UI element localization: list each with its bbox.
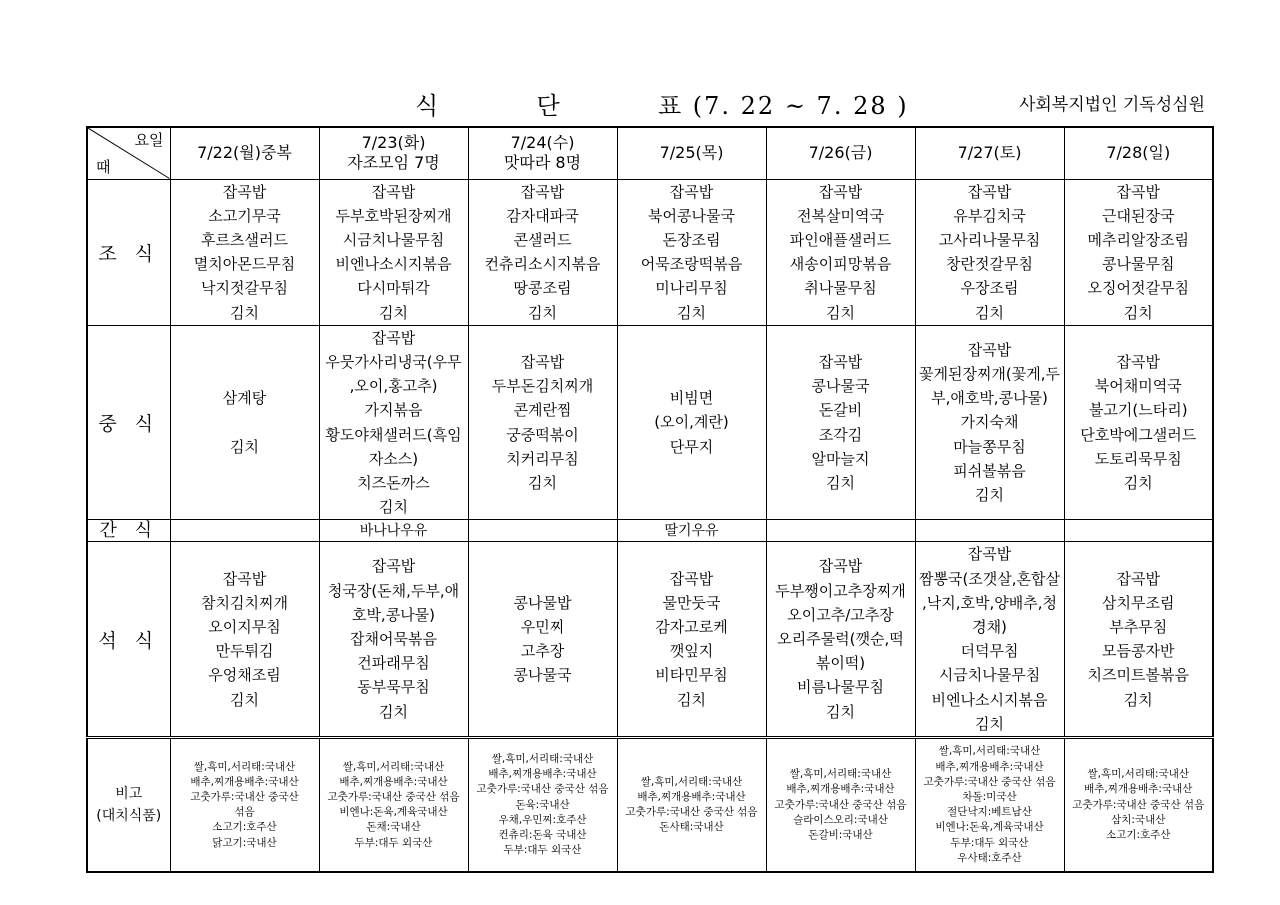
menu-item: 김치 — [379, 498, 408, 517]
menu-item: 김치 — [975, 486, 1004, 505]
breakfast-cell — [468, 179, 617, 325]
menu-item: 잡곡밥 — [967, 340, 1012, 359]
menu-item: 콩나물국 — [811, 377, 870, 396]
menu-item: 비타민무침 — [655, 666, 728, 685]
menu-item: 시금치나물무침 — [938, 666, 1041, 685]
menu-item: 자소스) — [368, 449, 419, 468]
menu-item: 컨츄리:돈육 국내산 — [498, 829, 587, 842]
menu-item: 김치 — [528, 473, 557, 492]
lunch-cell — [915, 325, 1064, 520]
day-header-2: 7/24(수) 맛따라 8명 — [468, 127, 617, 179]
menu-item: 김치 — [826, 303, 855, 322]
menu-item: 김치 — [975, 303, 1004, 322]
dinner-cell — [468, 542, 617, 738]
menu-item: 불고기(느타리) — [1088, 401, 1188, 420]
menu-item: 고춧가루:국내산 중국산 — [190, 791, 299, 804]
day-header-6: 7/28(일) — [1064, 127, 1213, 179]
page-title: 식 단 표 (7. 22 ~ 7. 28 ) — [415, 92, 909, 120]
snack-label: 간 식 — [87, 520, 170, 542]
dinner-cell — [617, 542, 766, 738]
notes-cell — [170, 737, 319, 872]
breakfast-row — [87, 179, 1213, 325]
menu-item: 멸치아몬드무침 — [193, 255, 296, 274]
menu-item: 고춧가루:국내산 중국산 섞음 — [1072, 798, 1205, 811]
corner-meal-label: 때 — [96, 157, 111, 176]
menu-item: 쌀,흑미,서리태:국내산 — [342, 760, 445, 773]
menu-item: 잡곡밥 — [967, 545, 1012, 564]
notes-row — [87, 737, 1213, 872]
menu-item: 섞음 — [234, 806, 255, 819]
menu-item: 배추,찌개용배추:국내산 — [190, 775, 299, 788]
dinner-cell — [1064, 542, 1213, 738]
menu-item: 오징어젓갈무침 — [1087, 279, 1189, 298]
menu-item: 황도야채샐러드(흑임 — [325, 425, 462, 444]
snack-cell — [170, 520, 319, 542]
menu-item: 오리주물럭(깻순,떡 — [777, 630, 904, 649]
menu-item: 잡곡밥 — [371, 557, 416, 576]
menu-item: 김치 — [677, 303, 706, 322]
breakfast-cell — [915, 179, 1064, 325]
menu-item: 궁중떡볶이 — [506, 425, 579, 444]
menu-item: 우장조림 — [960, 279, 1019, 298]
menu-item: 북어채미역국 — [1094, 377, 1182, 396]
menu-item: 고춧가루:국내산 중국산 섞음 — [476, 783, 609, 796]
menu-item: 잡곡밥 — [222, 182, 267, 201]
menu-item: 부추무침 — [1109, 617, 1168, 636]
menu-item: 잡곡밥 — [967, 182, 1012, 201]
corner-day-label: 요일 — [134, 131, 164, 149]
menu-item: 어묵조랑떡볶음 — [640, 255, 743, 274]
menu-item: ,낙지,호박,양배추,청 — [922, 593, 1057, 612]
menu-item: 비엔나소시지볶음 — [335, 255, 452, 274]
menu-item: 두부쨍이고추장찌개 — [775, 581, 906, 600]
menu-item: 쌀,흑미,서리태:국내산 — [491, 753, 594, 765]
lunch-label: 중 식 — [87, 325, 170, 520]
header-row — [87, 127, 1213, 179]
menu-item: 모듬콩자반 — [1102, 642, 1175, 661]
day-header-0: 7/22(월)중복 — [170, 127, 319, 179]
breakfast-cell — [617, 179, 766, 325]
dinner-label: 석 식 — [87, 542, 170, 738]
breakfast-cell — [766, 179, 915, 325]
snack-cell: 딸기우유 — [617, 520, 766, 542]
snack-cell: 바나나우유 — [319, 520, 468, 542]
menu-item: 가지볶음 — [364, 401, 423, 420]
menu-item: 호박,콩나물) — [351, 605, 436, 624]
menu-item — [173, 410, 317, 434]
menu-item: 우뭇가사리냉국(우무 — [325, 352, 462, 371]
menu-item: 치커리무침 — [506, 449, 579, 468]
dinner-cell — [766, 542, 915, 738]
menu-item: 오이지무침 — [208, 617, 281, 636]
menu-item: 배추,찌개용배추:국내산 — [1084, 783, 1193, 796]
menu-item: 유부김치국 — [953, 206, 1026, 225]
menu-item: 잡곡밥 — [818, 557, 863, 576]
menu-item: 다시마튀각 — [357, 279, 430, 298]
menu-item: 근대된장국 — [1102, 206, 1175, 225]
menu-item: 잡곡밥 — [1116, 569, 1160, 588]
breakfast-cell — [170, 179, 319, 325]
lunch-cell — [766, 325, 915, 520]
dinner-cell — [915, 542, 1064, 738]
menu-item: 절단낙지:베트남산 — [947, 806, 1032, 819]
menu-item: 쌀,흑미,서리태:국내산 — [938, 745, 1041, 758]
menu-item: 닭고기:국내산 — [212, 836, 277, 849]
notes-cell — [766, 737, 915, 872]
menu-item: 잡곡밥 — [669, 569, 714, 588]
lunch-row — [87, 325, 1213, 520]
menu-item: 쌀,흑미,서리태:국내산 — [193, 760, 296, 773]
menu-item: 미나리무침 — [655, 279, 728, 298]
menu-item: 고사리나물무침 — [938, 230, 1041, 249]
menu-item: 배추,찌개용배추:국내산 — [488, 768, 597, 781]
snack-cell — [766, 520, 915, 542]
menu-item: 슬라이스오리:국내산 — [793, 813, 888, 826]
menu-item: 두부:대두 외국산 — [950, 836, 1029, 849]
menu-item: 김치 — [1123, 690, 1153, 709]
menu-item: 두부돈김치찌개 — [491, 377, 594, 396]
menu-item: 두부호박된장찌개 — [335, 206, 452, 225]
menu-item: 비엔나소시지볶음 — [931, 690, 1048, 709]
menu-item: 김치 — [677, 690, 706, 709]
notes-cell — [617, 737, 766, 872]
menu-item: 알마늘지 — [811, 449, 870, 468]
menu-item: 두부:대두 외국산 — [503, 844, 582, 857]
notes-cell — [1064, 737, 1213, 872]
menu-item: 배추,찌개용배추:국내산 — [935, 760, 1044, 773]
menu-item: 김치 — [1123, 473, 1153, 492]
menu-item: 잡곡밥 — [818, 182, 863, 201]
menu-item: 배추,찌개용배추:국내산 — [637, 791, 746, 804]
menu-item: 우엉채조림 — [208, 666, 281, 685]
menu-item: 콩나물밥 — [513, 593, 572, 612]
menu-item: 건파래무침 — [357, 654, 430, 673]
menu-item: 단호박에그샐러드 — [1080, 425, 1197, 444]
menu-item: 돈장조림 — [662, 230, 721, 249]
menu-item: 잡곡밥 — [371, 328, 416, 347]
menu-item: 우사태:호주산 — [957, 851, 1022, 864]
lunch-cell — [617, 325, 766, 520]
dinner-cell — [170, 542, 319, 738]
menu-item: ,오이,홍고추) — [349, 377, 438, 396]
menu-item: 삼치무조림 — [1102, 593, 1175, 612]
menu-item: 배추,찌개용배추:국내산 — [339, 775, 448, 788]
menu-item: 삼계탕 — [222, 389, 267, 408]
menu-item: 북어콩나물국 — [648, 206, 735, 225]
day-header-1: 7/23(화) 자조모임 7명 — [319, 127, 468, 179]
snack-cell — [1064, 520, 1213, 542]
menu-item: 잡곡밥 — [669, 182, 714, 201]
menu-item: 짬뽕국(조갯살,혼합살 — [918, 569, 1061, 588]
menu-item: 참치김치찌개 — [201, 593, 288, 612]
menu-item: 김치 — [379, 303, 408, 322]
menu-item: 취나물무침 — [804, 279, 877, 298]
menu-item: 조각김 — [818, 425, 863, 444]
breakfast-cell — [1064, 179, 1213, 325]
menu-item: 돈사태:국내산 — [659, 821, 724, 834]
menu-item: 고춧가루:국내산 중국산 섞음 — [327, 791, 460, 804]
menu-item: 만두튀김 — [215, 642, 274, 661]
menu-item: 돈채:국내산 — [366, 821, 421, 834]
lunch-cell — [468, 325, 617, 520]
menu-item: 꽃게된장찌개(꽃게,두 — [918, 365, 1061, 384]
day-header-5: 7/27(토) — [915, 127, 1064, 179]
menu-item: 삼치:국내산 — [1111, 813, 1166, 826]
menu-item: 김치 — [230, 690, 259, 709]
menu-item: 쌀,흑미,서리태:국내산 — [1087, 768, 1189, 781]
menu-item: 잡곡밥 — [1116, 352, 1160, 371]
menu-item: 고춧가루:국내산 중국산 섞음 — [774, 798, 907, 811]
menu-item: 우민찌 — [520, 617, 565, 636]
menu-item: 잡곡밥 — [371, 182, 416, 201]
menu-item: 쌀,흑미,서리태:국내산 — [789, 768, 892, 781]
menu-item: 마늘쫑무침 — [953, 437, 1026, 456]
organization-name: 사회복지법인 기독성심원 — [1018, 95, 1205, 115]
menu-item: 콩나물무침 — [1102, 255, 1175, 274]
notes-cell — [319, 737, 468, 872]
menu-item: 비름나물무침 — [797, 678, 884, 697]
lunch-cell — [1064, 325, 1213, 520]
menu-item: 깻잎지 — [669, 642, 714, 661]
menu-item: 소고기:호주산 — [212, 821, 277, 834]
snack-cell — [915, 520, 1064, 542]
dinner-row — [87, 542, 1213, 738]
menu-item: 김치 — [826, 473, 855, 492]
menu-item: 낙지젓갈무침 — [201, 279, 288, 298]
menu-table — [86, 126, 1214, 873]
menu-item: 잡채어묵볶음 — [350, 630, 437, 649]
menu-item: 전복살미역국 — [797, 206, 884, 225]
menu-item: 돈육:국내산 — [515, 798, 570, 811]
menu-item: 도토리묵무침 — [1094, 449, 1182, 468]
menu-item: 새송이피망볶음 — [789, 255, 892, 274]
menu-item: 더덕무침 — [960, 642, 1019, 661]
menu-item: 김치 — [230, 303, 259, 322]
lunch-cell — [170, 325, 319, 520]
menu-item: 콘샐러드 — [513, 230, 572, 249]
menu-item: 소고기:호주산 — [1106, 829, 1171, 842]
menu-item: 돈갈비:국내산 — [808, 829, 873, 842]
menu-item: 치즈돈까스 — [357, 473, 430, 492]
menu-item: 콘계란찜 — [513, 401, 572, 420]
menu-item: 후르츠샐러드 — [201, 230, 288, 249]
menu-item: 돈갈비 — [818, 401, 863, 420]
menu-item: 김치 — [826, 702, 855, 721]
corner-cell — [87, 127, 170, 179]
menu-item: 물만둣국 — [662, 593, 721, 612]
menu-item: 잡곡밥 — [520, 182, 565, 201]
notes-cell — [468, 737, 617, 872]
snack-cell — [468, 520, 617, 542]
snack-row — [87, 520, 1213, 542]
day-header-3: 7/25(목) — [617, 127, 766, 179]
breakfast-label: 조 식 — [87, 179, 170, 325]
menu-item: 시금치나물무침 — [342, 230, 445, 249]
menu-item: 파인애플샐러드 — [789, 230, 892, 249]
menu-item: 김치 — [975, 714, 1004, 733]
menu-item: 콩나물국 — [513, 666, 572, 685]
menu-item: 잡곡밥 — [1116, 182, 1160, 201]
menu-item: 단무지 — [669, 437, 714, 456]
menu-item: 두부:대두 외국산 — [354, 836, 433, 849]
menu-item: 창란젓갈무침 — [946, 255, 1033, 274]
menu-item: 김치 — [528, 303, 557, 322]
menu-item: 메추리알장조림 — [1087, 230, 1189, 249]
menu-item: 고춧가루:국내산 중국산 섞음 — [923, 775, 1056, 788]
notes-cell — [915, 737, 1064, 872]
menu-item: 경채) — [972, 617, 1007, 636]
menu-item: 쌀,흑미,서리태:국내산 — [640, 775, 743, 788]
menu-item: 감자대파국 — [506, 206, 579, 225]
menu-item: 잡곡밥 — [818, 352, 863, 371]
menu-item: 고춧가루:국내산 중국산 섞음 — [625, 806, 758, 819]
menu-item: 컨츄리소시지볶음 — [484, 255, 601, 274]
lunch-cell — [319, 325, 468, 520]
menu-item: 소고기무국 — [208, 206, 281, 225]
menu-item: 고추장 — [520, 642, 565, 661]
menu-item: 땅콩조림 — [513, 279, 572, 298]
menu-item: 비엔나:돈육,계육국내산 — [935, 821, 1044, 834]
dinner-cell — [319, 542, 468, 738]
menu-item: 배추,찌개용배추:국내산 — [786, 783, 895, 796]
menu-item: 치즈미트볼볶음 — [1087, 666, 1189, 685]
menu-item: 김치 — [230, 437, 259, 456]
day-header-4: 7/26(금) — [766, 127, 915, 179]
menu-item: (오이,계란) — [654, 413, 729, 432]
menu-item: 김치 — [1123, 303, 1153, 322]
menu-item: 비엔나:돈육,계육국내산 — [339, 806, 448, 819]
menu-item: 감자고로케 — [655, 617, 728, 636]
breakfast-cell — [319, 179, 468, 325]
menu-item: 김치 — [379, 702, 408, 721]
menu-item: 부,애호박,콩나물) — [931, 389, 1048, 408]
menu-item: 볶이떡) — [815, 654, 866, 673]
menu-item: 잡곡밥 — [222, 569, 267, 588]
menu-item: 청국장(돈채,두부,애 — [327, 581, 460, 600]
notes-label: 비고 (대치식품) — [87, 737, 170, 872]
menu-item: 잡곡밥 — [520, 352, 565, 371]
menu-item: 비빔면 — [669, 389, 714, 408]
menu-item: 동부묵무침 — [357, 678, 430, 697]
menu-item: 오이고추/고추장 — [787, 605, 894, 624]
menu-item: 피쉬볼볶음 — [953, 461, 1026, 480]
menu-item: 차돌:미국산 — [962, 791, 1017, 804]
menu-item: 우채,우민찌:호주산 — [498, 813, 587, 826]
menu-item: 가지숙채 — [960, 413, 1019, 432]
